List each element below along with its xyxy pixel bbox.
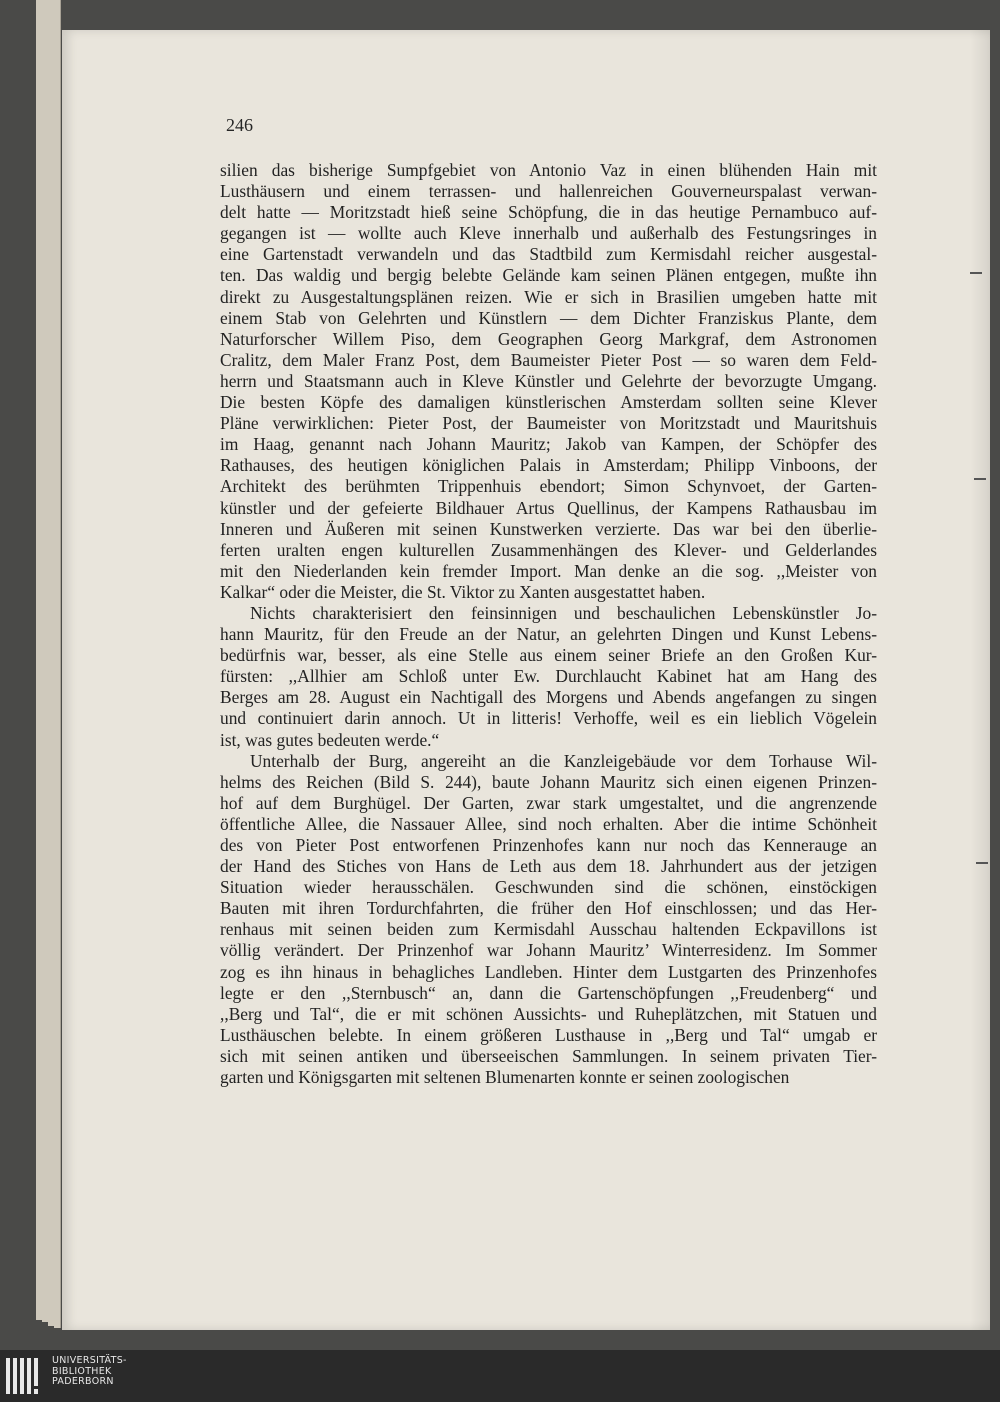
text-line: silien das bisherige Sumpfgebiet von Antonio Vaz in einen blühenden Hain mit bbox=[220, 160, 877, 180]
logo-line: BIBLIOTHEK bbox=[52, 1365, 112, 1377]
text-line: Situation wieder herausschälen. Geschwunden sind die schönen, einstöckigen bbox=[220, 877, 877, 898]
body-text bbox=[220, 160, 877, 1088]
text-line: delt hatte — Moritzstadt hieß seine Schöpfung, die in das heutige Pernambuco auf- bbox=[220, 202, 877, 223]
text-line: und continuiert darin annoch. Ut in litteris! Verhoffe, weil es ein lieblich Vögelein bbox=[220, 708, 877, 729]
text-line: hof auf dem Burghügel. Der Garten, zwar stark umgestaltet, und die angrenzende bbox=[220, 792, 877, 813]
text-line: Berges am 28. August ein Nachtigall des Morgens und Abends angefangen zu singen bbox=[220, 687, 877, 708]
text-line: Naturforscher Willem Piso, dem Geographen Georg Markgraf, dem Astronomen bbox=[220, 328, 877, 349]
text-line: ten. Das waldig und bergig belebte Gelände kam seinen Plänen entgegen, mußte ihn bbox=[220, 265, 877, 286]
text-line: Pläne verwirklichen: Pieter Post, der Baumeister von Moritzstadt und Mauritshuis bbox=[220, 413, 877, 434]
text-line: bedürfnis war, besser, als eine Stelle aus einem seiner Briefe an den Großen Kur- bbox=[220, 645, 877, 666]
library-logo-icon bbox=[6, 1358, 44, 1394]
text-line: renhaus mit seinen beiden zum Kermisdahl Ausschau haltenden Eckpavillons ist bbox=[220, 919, 877, 940]
text-line: ferten uralten engen kulturellen Zusammenhängen des Klever- und Gelderlandes bbox=[220, 539, 877, 560]
text-line: Cralitz, dem Maler Franz Post, dem Baumeister Pieter Post — so waren dem Feld- bbox=[220, 349, 877, 370]
page-shadow bbox=[970, 30, 990, 1330]
text-line: helms des Reichen (Bild S. 244), baute Johann Mauritz sich einen eigenen Prinzen- bbox=[220, 771, 877, 792]
library-logo-text bbox=[52, 1356, 127, 1388]
page-number: 246 bbox=[226, 115, 253, 135]
text-line: herrn und Staatsmann auch in Kleve Künstler und Gelehrte der bevorzugte Umgang. bbox=[220, 370, 877, 391]
text-line: gegangen ist — wollte auch Kleve innerhalb und außerhalb des Festungsringes in bbox=[220, 223, 877, 244]
logo-line: UNIVERSITÄTS- bbox=[52, 1355, 127, 1366]
text-line: Kalkar“ oder die Meister, die St. Viktor zu Xanten ausgestattet haben. bbox=[220, 581, 706, 602]
text-line: zog es ihn hinaus in behagliches Landleben. Hinter dem Lustgarten des Prinzenhofes bbox=[220, 961, 877, 982]
text-line: künstler und der gefeierte Bildhauer Artus Quellinus, der Kampens Rathausbau im bbox=[220, 497, 877, 518]
text-line: Bauten mit ihren Tordurchfahrten, die früher den Hof einschlossen; und das Her- bbox=[220, 898, 877, 919]
text-line: völlig verändert. Der Prinzenhof war Johann Mauritz’ Winterresidenz. Im Sommer bbox=[220, 940, 877, 961]
text-line: hann Mauritz, für den Freude an der Natur, an gelehrten Dingen und Kunst Lebens- bbox=[220, 624, 877, 645]
page-edge bbox=[54, 0, 61, 1328]
text-line: Lusthäusern und einem terrassen- und hallenreichen Gouverneurspalast verwan- bbox=[220, 181, 877, 202]
text-line: Architekt des berühmten Trippenhuis ebendort; Simon Schynvoet, der Garten- bbox=[220, 476, 877, 497]
text-line: Unterhalb der Burg, angereiht an die Kanzleigebäude vor dem Torhause Wil- bbox=[250, 750, 877, 771]
margin-mark bbox=[970, 272, 982, 274]
text-line: im Haag, genannt nach Johann Mauritz; Jakob van Kampen, der Schöpfer des bbox=[220, 434, 877, 455]
text-line: einem Stab von Gelehrten und Künstlern — dem Dichter Franziskus Plante, dem bbox=[220, 307, 877, 328]
text-line: eine Gartenstadt verwandeln und das Stadtbild zum Kermisdahl reicher ausgestal- bbox=[220, 244, 877, 265]
text-line: mit den Niederlanden kein fremder Import. Man denke an die sog. ,,Meister von bbox=[220, 560, 877, 581]
text-line: Rathauses, des heutigen königlichen Palais in Amsterdam; Philipp Vinboons, der bbox=[220, 455, 877, 476]
text-line: öffentliche Allee, die Nassauer Allee, sind noch erhalten. Aber die intime Schönheit bbox=[220, 813, 877, 834]
text-line: garten und Königsgarten mit seltenen Blumenarten konnte er seinen zoologischen bbox=[220, 1067, 790, 1088]
text-line: Lusthäuschen belebte. In einem größeren Lusthause in ,,Berg und Tal“ umgab er bbox=[220, 1024, 877, 1045]
text-line: legte er den ,,Sternbusch“ an, dann die Gartenschöpfungen ,,Freudenberg“ und bbox=[220, 982, 877, 1003]
margin-mark bbox=[974, 478, 986, 480]
text-line: fürsten: ,,Allhier am Schloß unter Ew. Durchlaucht Kabinet hat am Hang des bbox=[220, 666, 877, 687]
library-footer bbox=[0, 1350, 1000, 1402]
text-line: der Hand des Stiches von Hans de Leth aus dem 18. Jahrhundert aus der jetzigen bbox=[220, 856, 877, 877]
margin-mark bbox=[976, 862, 988, 864]
text-line: sich mit seinen antiken und überseeischen Sammlungen. In seinem privaten Tier- bbox=[220, 1045, 877, 1066]
text-line: Inneren und Äußeren mit seinen Kunstwerken verzierte. Das war bei den überlie- bbox=[220, 518, 877, 539]
text-line: Die besten Köpfe des damaligen künstlerischen Amsterdam sollten seine Klever bbox=[220, 392, 877, 413]
text-line: ,,Berg und Tal“, die er mit schönen Aussichts- und Ruheplätzchen, mit Statuen und bbox=[220, 1003, 877, 1024]
text-line: des von Pieter Post entworfenen Prinzenhofes kann nur noch das Kennerauge an bbox=[220, 835, 877, 855]
text-line: direkt zu Ausgestaltungsplänen reizen. Wie er sich in Brasilien umgeben hatte mit bbox=[220, 286, 877, 307]
text-line: Nichts charakterisiert den feinsinnigen und beschaulichen Lebenskünstler Jo- bbox=[250, 602, 877, 623]
text-line: ist, was gutes bedeuten werde.“ bbox=[220, 729, 440, 750]
logo-line: PADERBORN bbox=[52, 1376, 114, 1387]
